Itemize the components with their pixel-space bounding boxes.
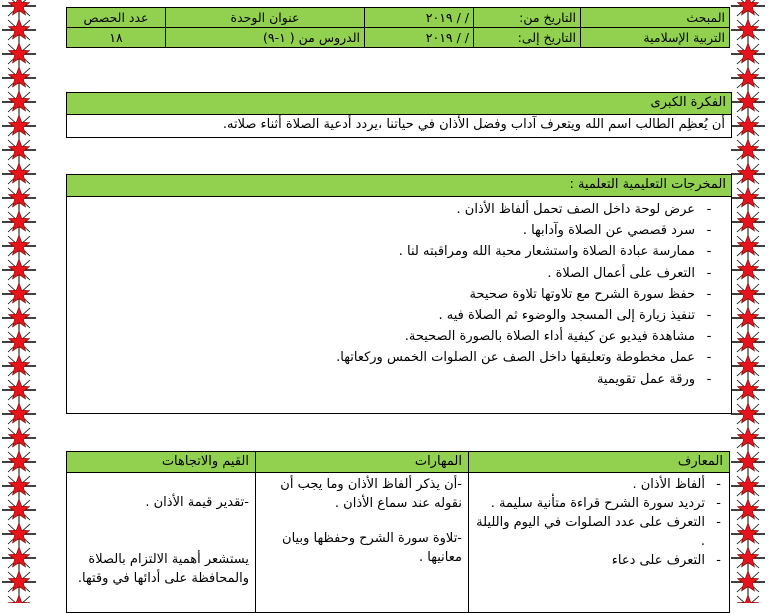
star-ornament-icon [731,90,765,114]
kss-section [66,451,730,613]
date-to-label: التاريخ إلى: [474,28,581,48]
star-ornament-icon [2,138,36,162]
star-ornament-icon [2,522,36,546]
outcomes-list [67,197,731,390]
list-item: -تنفيذ زيارة إلى المسجد والوضوء ثم الصلاة فيه . [438,307,712,323]
right-star-border [729,0,769,603]
star-ornament-icon [2,18,36,42]
knowledge-cell [469,473,730,613]
star-ornament-icon [731,42,765,66]
star-ornament-icon [2,570,36,594]
star-ornament-icon [731,498,765,522]
date-to-value: / / ٢٠١٩ [365,28,474,48]
star-ornament-icon [731,186,765,210]
star-ornament-icon [2,210,36,234]
values-item: -تقدير قيمة الأذان . [145,495,249,510]
list-item: -سرد قصصي عن الصلاة وآدابها . [522,223,712,239]
list-item: -عرض لوحة داخل الصف تحمل ألفاظ الأذان . [456,202,712,217]
star-ornament-icon [731,474,765,498]
list-item: - التعرف على دعاء [475,551,723,570]
outcomes-box [66,174,732,414]
star-ornament-icon [731,450,765,474]
list-item: -حفظ سورة الشرح مع تلاوتها تلاوة صحيحة [469,286,712,302]
star-ornament-icon [731,234,765,258]
list-item: -ورقة عمل تقويمية [596,371,712,387]
star-ornament-icon [731,402,765,426]
skills-cell [256,473,469,613]
list-item: -عمل مخطوطة وتعليقها داخل الصف عن الصلوات الخمس وركعاتها. [336,350,712,366]
star-ornament-icon [2,234,36,258]
skills-header: المهارات [256,452,469,473]
star-ornament-icon [2,498,36,522]
star-ornament-icon [731,354,765,378]
periods-label: عدد الحصص [67,8,166,28]
star-ornament-icon [2,114,36,138]
star-ornament-icon [2,258,36,282]
star-ornament-icon [2,66,36,90]
star-ornament-icon [2,594,36,603]
skills-item: -أن يذكر ألفاظ الأذان وما يجب أن نقوله عند سماع الأذان . [280,477,462,511]
date-from-value: / / ٢٠١٩ [365,8,474,28]
list-item: -مشاهدة فيديو عن كيفية أداء الصلاة بالصورة الصحيحة. [404,329,712,345]
list-item: - التعرف على عدد الصلوات في اليوم والليلة . [475,513,723,551]
star-ornament-icon [2,162,36,186]
big-idea-title: الفكرة الكبرى [67,93,731,115]
values-cell [67,473,256,613]
header-table [66,7,730,48]
star-ornament-icon [2,90,36,114]
star-ornament-icon [731,282,765,306]
star-ornament-icon [731,378,765,402]
list-item: -ممارسة عبادة الصلاة واستشعار محبة الله ومراقبته لنا . [398,244,712,260]
star-ornament-icon [2,186,36,210]
star-ornament-icon [2,0,36,18]
star-ornament-icon [731,162,765,186]
star-ornament-icon [2,282,36,306]
star-ornament-icon [2,474,36,498]
star-ornament-icon [731,138,765,162]
star-ornament-icon [2,306,36,330]
star-ornament-icon [731,570,765,594]
star-ornament-icon [2,402,36,426]
big-idea-box [66,92,732,138]
star-ornament-icon [2,426,36,450]
star-ornament-icon [731,18,765,42]
star-ornament-icon [731,210,765,234]
star-ornament-icon [731,258,765,282]
values-header: القيم والاتجاهات [67,452,256,473]
star-ornament-icon [731,426,765,450]
knowledge-header: المعارف [469,452,730,473]
header-info [66,7,730,48]
unit-title-label: عنوان الوحدة [166,8,365,28]
periods-value: ١٨ [67,28,166,48]
star-ornament-icon [2,42,36,66]
kss-table [66,451,730,613]
star-ornament-icon [731,0,765,18]
big-idea-text: أن يُعظِم الطالب اسم الله ويتعرف آداب وفضل الأذان في حياتنا ،يردد أدعية الصلاة أثناء صلاته. [222,117,725,132]
star-ornament-icon [2,546,36,570]
star-ornament-icon [2,354,36,378]
star-ornament-icon [731,306,765,330]
star-ornament-icon [731,66,765,90]
star-ornament-icon [2,378,36,402]
values-item: يستشعر أهمية الالتزام بالصلاة والمحافظة على أدائها في وقتها. [77,552,249,586]
list-item: -التعرف على أعمال الصلاة . [547,265,712,281]
skills-item: -تلاوة سورة الشرح وحفظها وبيان معانيها . [282,531,462,565]
knowledge-list [475,475,723,570]
lessons-label: الدروس من ( ١-٩) [166,28,365,48]
star-ornament-icon [2,450,36,474]
star-ornament-icon [731,330,765,354]
subject-label: المبحث [581,8,730,28]
outcomes-title: المخرجات التعليمية التعلمية : [67,175,731,197]
list-item: - ألفاظ الأذان . [475,475,723,494]
star-ornament-icon [2,330,36,354]
star-ornament-icon [731,114,765,138]
left-star-border [0,0,40,603]
list-item: - ترديد سورة الشرح قراءة متأنية سليمة . [475,494,723,513]
subject-value: التربية الإسلامية [581,28,730,48]
star-ornament-icon [731,546,765,570]
star-ornament-icon [731,522,765,546]
date-from-label: التاريخ من: [474,8,581,28]
star-ornament-icon [731,594,765,603]
